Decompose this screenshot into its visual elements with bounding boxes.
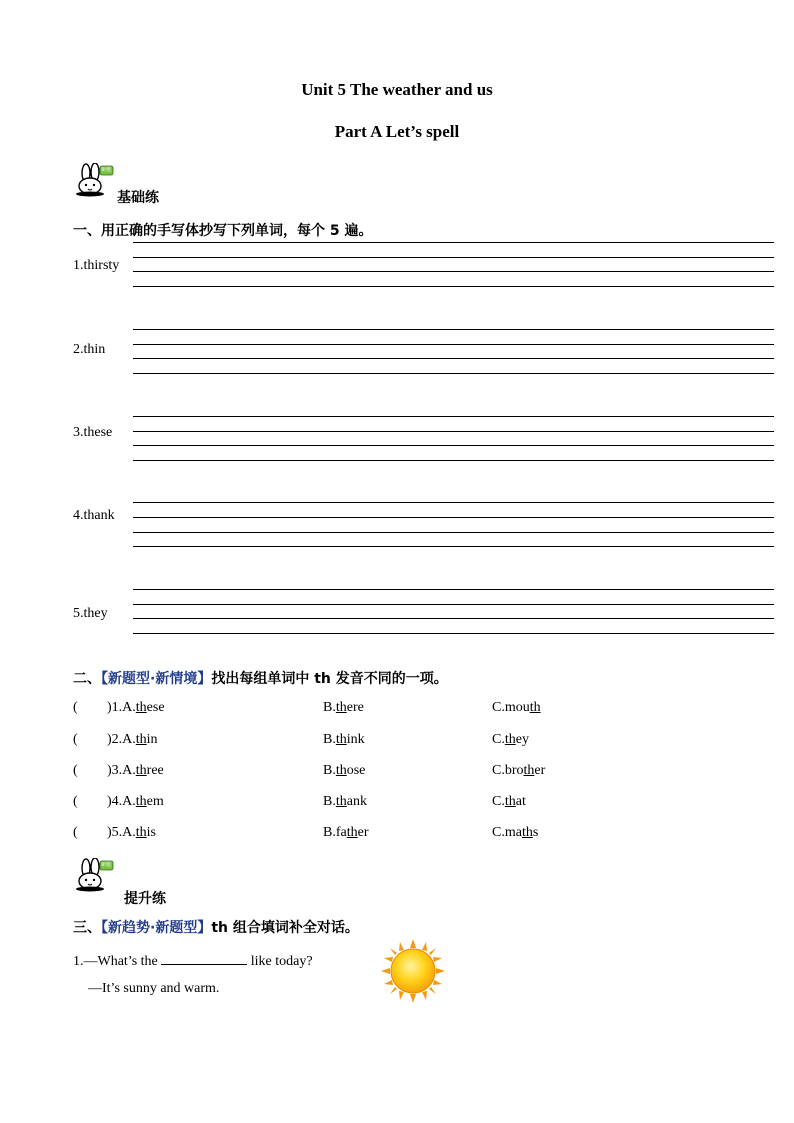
writing-line: [133, 242, 774, 243]
option-c: C.maths: [492, 825, 539, 840]
writing-line: [133, 271, 774, 272]
writing-line: [133, 546, 774, 547]
question-1-suffix: like today?: [250, 954, 313, 969]
option-a: )1.A.these: [107, 700, 165, 715]
option-b: B.those: [323, 763, 366, 778]
sun-icon: [380, 938, 446, 1004]
writing-line: [133, 589, 774, 590]
section-two-instr: 找出每组单词中 th 发音不同的一项。: [211, 671, 448, 687]
page-subtitle: Part A Let’s spell: [334, 122, 460, 141]
option-c: C.that: [492, 794, 526, 809]
answer-paren: (: [73, 763, 78, 778]
word-label-1: 1.thirsty: [73, 258, 120, 273]
option-a: )3.A.three: [107, 763, 164, 778]
answer-paren: (: [73, 825, 78, 840]
writing-line: [133, 344, 774, 345]
section-two-tag: 【新题型·新情境】: [101, 671, 212, 687]
option-b: B.there: [323, 700, 364, 715]
section-basic-label: 基础练: [117, 190, 159, 206]
option-a: )5.A.this: [107, 825, 157, 840]
writing-line: [133, 532, 774, 533]
writing-line: [133, 517, 774, 518]
option-b: B.think: [323, 732, 365, 747]
writing-line: [133, 604, 774, 605]
question-1-answer: —It’s sunny and warm.: [88, 981, 220, 996]
badge-text: 新题: [101, 167, 112, 173]
option-c: C.brother: [492, 763, 546, 778]
section-two-num: 二、: [73, 671, 101, 687]
section-three-instr: th 组合填词补全对话。: [211, 920, 359, 936]
section-three-heading: [73, 917, 359, 937]
writing-line: [133, 416, 774, 417]
writing-line: [133, 286, 774, 287]
page-title: Unit 5 The weather and us: [301, 80, 493, 99]
word-label-2: 2.thin: [73, 342, 106, 357]
badge-text: 新题: [101, 862, 112, 868]
writing-line: [133, 502, 774, 503]
word-label-4: 4.thank: [73, 508, 115, 523]
section-three-num: 三、: [73, 920, 101, 936]
writing-line: [133, 431, 774, 432]
section-one-heading: 一、用正确的手写体抄写下列单词，每个 5 遍。: [73, 223, 373, 239]
writing-line: [133, 633, 774, 634]
writing-line: [133, 460, 774, 461]
answer-blank[interactable]: [161, 950, 247, 965]
writing-line: [133, 618, 774, 619]
option-b: B.father: [323, 825, 369, 840]
question-1: [73, 950, 313, 970]
answer-paren: (: [73, 794, 78, 809]
section-advanced-label: 提升练: [124, 891, 166, 907]
option-c: C.mouth: [492, 700, 541, 715]
word-label-3: 3.these: [73, 425, 113, 440]
option-a: )2.A.thin: [107, 732, 158, 747]
writing-line: [133, 358, 774, 359]
answer-paren: (: [73, 700, 78, 715]
answer-paren: (: [73, 732, 78, 747]
writing-line: [133, 445, 774, 446]
option-b: B.thank: [323, 794, 367, 809]
option-a: )4.A.them: [107, 794, 164, 809]
writing-line: [133, 329, 774, 330]
writing-line: [133, 257, 774, 258]
section-two-heading: [73, 668, 448, 688]
option-c: C.they: [492, 732, 529, 747]
word-label-5: 5.they: [73, 606, 108, 621]
writing-line: [133, 373, 774, 374]
question-1-prefix: 1.—What’s the: [73, 954, 158, 969]
section-three-tag: 【新趋势·新题型】: [101, 920, 212, 936]
